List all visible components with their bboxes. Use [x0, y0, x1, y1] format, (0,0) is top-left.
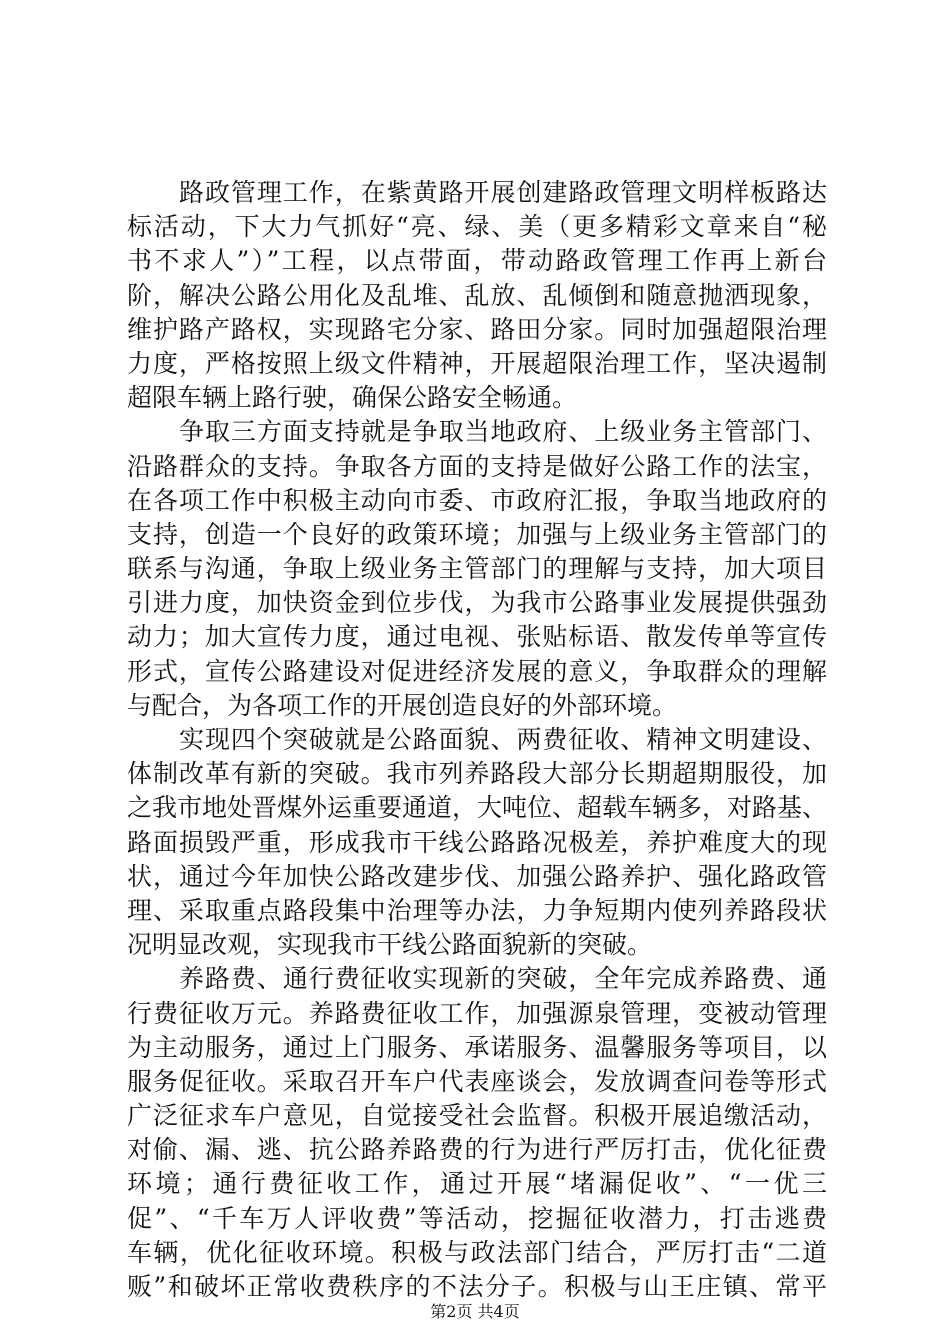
text-line: 为主动服务，通过上门服务、承诺服务、温馨服务等项目，以 [127, 1032, 827, 1062]
page-footer: 第2页 共4页 [430, 1302, 520, 1321]
text-line: 之我市地处晋煤外运重要通道，大吨位、超载车辆多，对路基、 [127, 793, 828, 823]
text-line: 车辆，优化征收环境。积极与政法部门结合，严厉打击“二道 [127, 1237, 827, 1267]
text-line: 形式，宣传公路建设对促进经济发展的意义，争取群众的理解 [127, 656, 827, 686]
text-line: 超限车辆上路行驶，确保公路安全畅通。 [127, 383, 578, 413]
text-line: 维护路产路权，实现路宅分家、路田分家。同时加强超限治理 [127, 314, 827, 344]
text-line: 在各项工作中积极主动向市委、市政府汇报，争取当地政府的 [127, 485, 827, 515]
text-line: 实现四个突破就是公路面貌、两费征收、精神文明建设、 [179, 725, 827, 754]
text-line: 广泛征求车户意见，自觉接受社会监督。积极开展追缴活动， [127, 1101, 827, 1131]
text-line: 状，通过今年加快公路改建步伐、加强公路养护、强化路政管 [127, 861, 827, 891]
text-line: 阶，解决公路公用化及乱堆、乱放、乱倾倒和随意抛洒现象， [127, 280, 827, 310]
text-line: 动力；加大宣传力度，通过电视、张贴标语、散发传单等宣传 [127, 622, 827, 652]
text-line: 标活动，下大力气抓好“亮、绿、美（更多精彩文章来自“秘 [127, 212, 827, 242]
text-line: 争取三方面支持就是争取当地政府、上级业务主管部门、 [179, 417, 827, 447]
text-line: 引进力度，加快资金到位步伐，为我市公路事业发展提供强劲 [127, 588, 827, 618]
text-line: 沿路群众的支持。争取各方面的支持是做好公路工作的法宝， [127, 451, 827, 481]
document-body [127, 176, 827, 1304]
text-line: 环境；通行费征收工作，通过开展“堵漏促收”、“一优三 [127, 1169, 827, 1199]
text-line: 养路费、通行费征收实现新的突破，全年完成养路费、通 [179, 964, 827, 994]
text-line: 支持，创造一个良好的政策环境；加强与上级业务主管部门的 [127, 519, 827, 549]
text-line: 服务促征收。采取召开车户代表座谈会，发放调查问卷等形式 [127, 1066, 827, 1096]
text-line: 况明显改观，实现我市干线公路面貌新的突破。 [127, 930, 653, 960]
text-line: 理、采取重点路段集中治理等办法，力争短期内使列养路段状 [127, 895, 827, 925]
text-line: 促”、“千车万人评收费”等活动，挖掘征收潜力，打击逃费 [127, 1203, 827, 1233]
text-line: 与配合，为各项工作的开展创造良好的外部环境。 [127, 690, 678, 720]
text-line: 对偷、漏、逃、抗公路养路费的行为进行严厉打击，优化征费 [127, 1135, 827, 1165]
text-line: 贩”和破坏正常收费秩序的不法分子。积极与山王庄镇、常平 [127, 1272, 827, 1301]
text-line: 力度，严格按照上级文件精神，开展超限治理工作，坚决遏制 [127, 348, 827, 378]
text-line: 路面损毁严重，形成我市干线公路路况极差，养护难度大的现 [127, 827, 827, 857]
text-line: 书不求人”）”工程，以点带面，带动路政管理工作再上新台 [127, 246, 827, 276]
text-line: 联系与沟通，争取上级业务主管部门的理解与支持，加大项目 [127, 554, 827, 584]
text-line: 行费征收万元。养路费征收工作，加强源泉管理，变被动管理 [127, 998, 827, 1028]
text-line: 路政管理工作，在紫黄路开展创建路政管理文明样板路达 [179, 178, 827, 207]
text-line: 体制改革有新的突破。我市列养路段大部分长期超期服役，加 [127, 759, 827, 789]
